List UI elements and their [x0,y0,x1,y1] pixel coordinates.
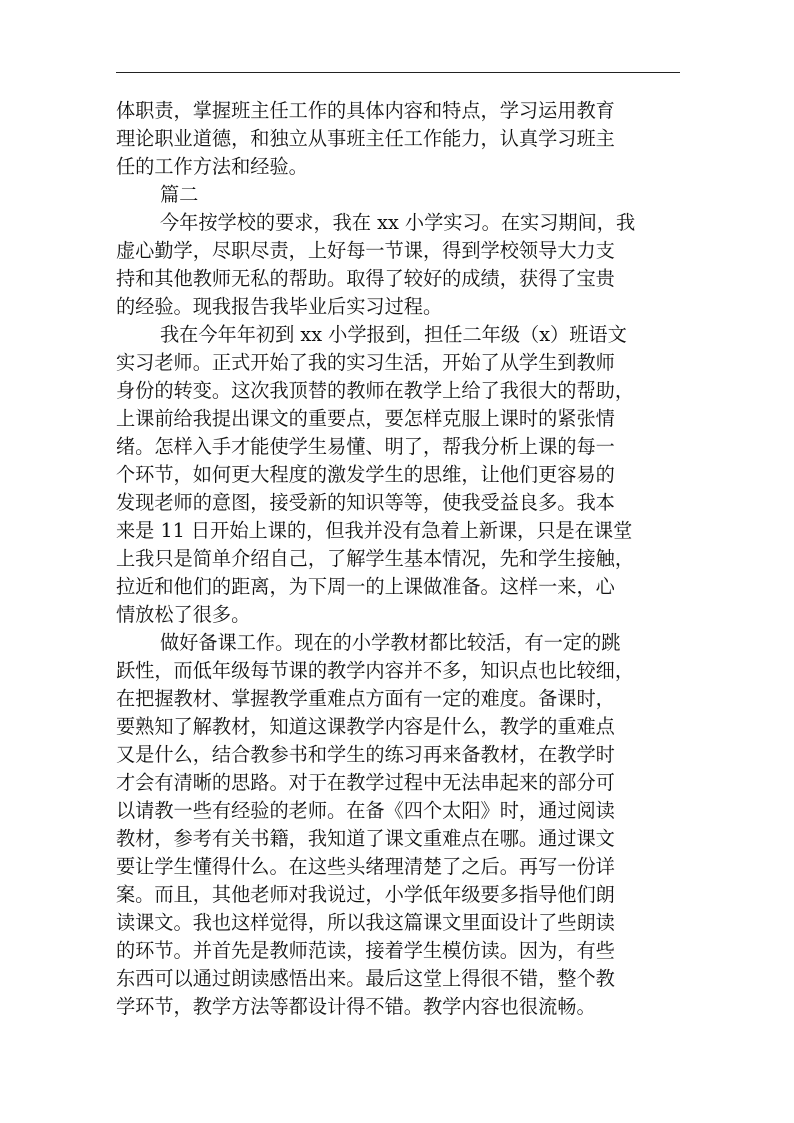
text-line: 实习老师。正式开始了我的实习生活，开始了从学生到教师 [116,351,615,374]
text-line: 读课文。我也这样觉得，所以我这篇课文里面设计了些朗读 [116,911,615,934]
text-line: 教材，参考有关书籍，我知道了课文重难点在哪。通过课文 [116,827,615,850]
text-line: 的环节。并首先是教师范读，接着学生模仿读。因为，有些 [116,939,615,962]
text-line: 上课前给我提出课文的重要点，要怎样克服上课时的紧张情 [116,407,615,430]
text-line: 今年按学校的要求，我在 xx 小学实习。在实习期间，我 [160,211,636,234]
text-line: 上我只是简单介绍自己，了解学生基本情况，先和学生接触， [116,547,635,570]
text-line: 拉近和他们的距离，为下周一的上课做准备。这样一来，心 [116,575,615,598]
text-line: 个环节，如何更大程度的激发学生的思维，让他们更容易的 [116,463,615,486]
text-line: 理论职业道德，和独立从事班主任工作能力，认真学习班主 [116,127,615,150]
text-line: 跃性，而低年级每节课的教学内容并不多，知识点也比较细， [116,659,635,682]
text-line: 我在今年年初到 xx 小学报到，担任二年级（x）班语文 [160,323,627,346]
text-line: 又是什么，结合教参书和学生的练习再来备教材，在教学时 [116,743,615,766]
text-line: 要让学生懂得什么。在这些头绪理清楚了之后。再写一份详 [116,855,615,878]
text-line: 的经验。现我报告我毕业后实习过程。 [116,295,443,318]
text-line: 来是 11 日开始上课的，但我并没有急着上新课，只是在课堂 [116,519,633,542]
text-line: 发现老师的意图，接受新的知识等等，使我受益良多。我本 [116,491,615,514]
text-line: 任的工作方法和经验。 [116,155,308,178]
header-rule [116,72,680,73]
text-line: 做好备课工作。现在的小学教材都比较活，有一定的跳 [160,631,621,654]
text-line: 案。而且，其他老师对我说过，小学低年级要多指导他们朗 [116,883,615,906]
text-line: 情放松了很多。 [116,603,251,626]
text-line: 学环节，教学方法等都设计得不错。教学内容也很流畅。 [116,995,596,1018]
text-line: 虚心勤学，尽职尽责，上好每一节课，得到学校领导大力支 [116,239,615,262]
text-line: 在把握教材、掌握教学重难点方面有一定的难度。备课时， [116,687,615,710]
text-line: 要熟知了解教材，知道这课教学内容是什么，教学的重难点 [116,715,615,738]
section-heading: 篇二 [160,183,199,206]
text-line: 东西可以通过朗读感悟出来。最后这堂上得很不错，整个教 [116,967,615,990]
text-line: 才会有清晰的思路。对于在教学过程中无法串起来的部分可 [116,771,615,794]
text-line: 身份的转变。这次我顶替的教师在教学上给了我很大的帮助， [116,379,635,402]
text-line: 持和其他教师无私的帮助。取得了较好的成绩，获得了宝贵 [116,267,615,290]
text-line: 绪。怎样入手才能使学生易懂、明了，帮我分析上课的每一 [116,435,615,458]
text-line: 体职责，掌握班主任工作的具体内容和特点，学习运用教育 [116,99,615,122]
text-line: 以请教一些有经验的老师。在备《四个太阳》时，通过阅读 [116,799,615,822]
